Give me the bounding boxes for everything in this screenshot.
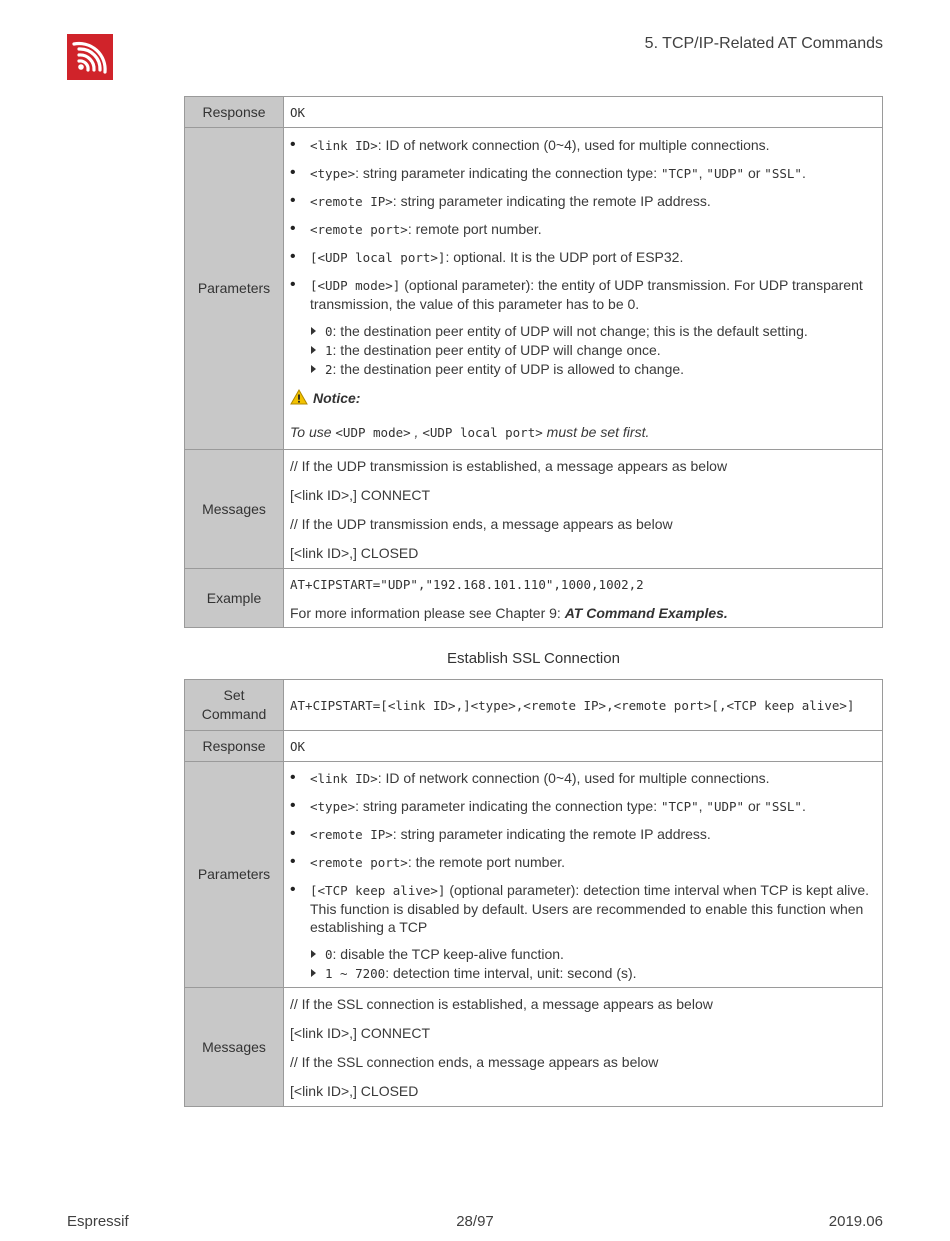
espressif-logo-mark bbox=[67, 34, 113, 80]
response-value: OK bbox=[290, 739, 306, 754]
set-command-label: Set Command bbox=[185, 680, 284, 731]
chapter-link[interactable]: AT Command Examples. bbox=[564, 604, 728, 621]
notice-text: To use <UDP mode> , <UDP local port> must be set first. bbox=[290, 424, 650, 440]
keep-alive-options bbox=[310, 945, 876, 983]
list-item: • <remote port>: remote port number. bbox=[310, 220, 876, 239]
message-line: [<link ID>,] CLOSED bbox=[290, 1082, 419, 1099]
list-item: 0: the destination peer entity of UDP will not change; this is the default setting. bbox=[325, 322, 876, 341]
table-row bbox=[185, 988, 883, 1107]
messages-label: Messages bbox=[185, 450, 284, 569]
list-item: 1 ~ 7200: detection time interval, unit: second (s). bbox=[325, 964, 876, 983]
parameters-label: Parameters bbox=[185, 762, 284, 988]
messages-label: Messages bbox=[185, 988, 284, 1107]
list-item: • <link ID>: ID of network connection (0~4), used for multiple connections. bbox=[310, 136, 876, 155]
table-row bbox=[185, 762, 883, 988]
table-row bbox=[185, 680, 883, 731]
parameters-label: Parameters bbox=[185, 128, 284, 450]
message-line: // If the UDP transmission ends, a message appears as below bbox=[290, 515, 673, 532]
example-command: AT+CIPSTART="UDP","192.168.101.110",1000,1002,2 bbox=[290, 576, 644, 592]
message-line: // If the SSL connection ends, a message appears as below bbox=[290, 1053, 659, 1070]
message-line: [<link ID>,] CONNECT bbox=[290, 486, 431, 503]
table-row bbox=[185, 450, 883, 569]
example-text: For more information please see Chapter 9: bbox=[290, 604, 565, 621]
parameter-list bbox=[290, 769, 876, 983]
table-row bbox=[185, 569, 883, 628]
parameter-list bbox=[290, 136, 876, 379]
list-item: • <remote IP>: string parameter indicating the remote IP address. bbox=[310, 192, 876, 211]
message-line: // If the UDP transmission is established, a message appears as below bbox=[290, 457, 728, 474]
list-item: 0: disable the TCP keep-alive function. bbox=[325, 945, 876, 964]
list-item: • [<UDP local port>]: optional. It is the UDP port of ESP32. bbox=[310, 248, 876, 267]
udp-mode-options bbox=[310, 322, 876, 379]
footer-page-number: 28/97 bbox=[456, 1213, 494, 1230]
warning-icon bbox=[290, 389, 308, 410]
section-title: Establish SSL Connection bbox=[447, 650, 620, 667]
example-label: Example bbox=[185, 569, 284, 628]
response-label: Response bbox=[185, 97, 284, 128]
ssl-command-table bbox=[184, 679, 883, 1107]
list-item: • [<TCP keep alive>] (optional parameter): detection time interval when TCP is kept alive. This function is disabled by default. Users are recommended to enable this function when establishing a TCP 0: disable the TCP keep-alive function. 1 ~ 7200: detection time interval, unit: second (s). bbox=[310, 881, 876, 983]
footer-company: Espressif bbox=[67, 1213, 129, 1230]
message-line: // If the SSL connection is established, a message appears as below bbox=[290, 995, 713, 1012]
list-item: 2: the destination peer entity of UDP is allowed to change. bbox=[325, 360, 876, 379]
list-item: • <type>: string parameter indicating the connection type: "TCP", "UDP" or "SSL". bbox=[310, 164, 876, 183]
table-row bbox=[185, 128, 883, 450]
list-item: 1: the destination peer entity of UDP will change once. bbox=[325, 341, 876, 360]
list-item: • [<UDP mode>] (optional parameter): the entity of UDP transmission. For UDP transparent transmission, the value of this parameter has to be 0. 0: the destination peer entity of UDP will not change; this is the default setting. 1: the destination peer entity of UDP will change once. 2: the destination peer entity of UDP is allowed to change. bbox=[310, 276, 876, 379]
set-command-value: AT+CIPSTART=[<link ID>,]<type>,<remote IP>,<remote port>[,<TCP keep alive>] bbox=[290, 698, 855, 713]
message-line: [<link ID>,] CONNECT bbox=[290, 1024, 431, 1041]
table-row bbox=[185, 97, 883, 128]
notice-heading: Notice: bbox=[290, 388, 876, 410]
udp-command-table bbox=[184, 96, 883, 628]
response-value: OK bbox=[290, 105, 306, 120]
message-line: [<link ID>,] CLOSED bbox=[290, 544, 419, 561]
chapter-title: 5. TCP/IP-Related AT Commands bbox=[644, 35, 883, 52]
list-item: • <remote IP>: string parameter indicating the remote IP address. bbox=[310, 825, 876, 844]
espressif-logo bbox=[67, 34, 113, 80]
list-item: • <type>: string parameter indicating the connection type: "TCP", "UDP" or "SSL". bbox=[310, 797, 876, 816]
footer-date: 2019.06 bbox=[828, 1213, 883, 1230]
list-item: • <link ID>: ID of network connection (0~4), used for multiple connections. bbox=[310, 769, 876, 788]
list-item: • <remote port>: the remote port number. bbox=[310, 853, 876, 872]
response-label: Response bbox=[185, 731, 284, 762]
table-row bbox=[185, 731, 883, 762]
